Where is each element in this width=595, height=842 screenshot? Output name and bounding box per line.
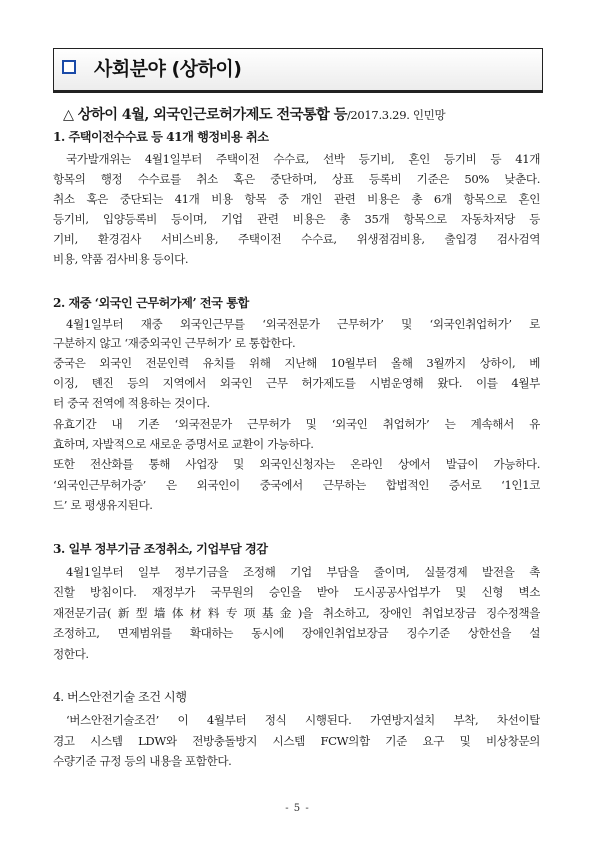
paragraph-line: 조정하고, 면제범위를 확대하는 동시에 장애인취업보장금 징수기준 상한선을 설 [53, 626, 540, 640]
paragraph-line: 중국은 외국인 전문인력 유치를 위해 지난해 10월부터 올해 3월까지 상하이, 베 [53, 356, 540, 370]
paragraph-line: 항목의 행정 수수료를 취소 혹은 중단하며, 상표 등록비 기준은 50% 낮춘다. [53, 172, 540, 186]
article-title-text: △ 상하이 4월, 외국인근로허가제도 전국통합 등 [63, 107, 347, 123]
section-heading-2: 2. 재중 ‘외국인 근무허가제’ 전국 통합 [53, 296, 249, 310]
section-header-title: 사회분야 (상하이) [94, 58, 242, 80]
paragraph-line: 경고 시스템 LDW와 전방충돌방지 시스템 FCW의함 기준 요구 및 비상창문의 [53, 734, 540, 748]
article-source: /2017.3.29. 인민망 [346, 108, 446, 122]
paragraph-line: 등기비, 입양등록비 등이며, 기업 관련 비용은 총 35개 항목으로 자동차저당 등 [53, 212, 540, 226]
paragraph-line: 또한 전산화를 통해 사업장 및 외국인신청자는 온라인 상에서 발급이 가능하다. [53, 457, 540, 471]
paragraph-line: 정한다. [53, 647, 89, 661]
section-heading-3: 3. 일부 정부기금 조정취소, 기업부담 경감 [53, 542, 268, 556]
paragraph-line: 취소 혹은 중단되는 41개 비용 항목 중 개인 관련 비용은 총 6개 항목으로 혼인 [53, 192, 540, 206]
paragraph-line: 4월1일부터 일부 정부기금을 조정해 기업 부담을 줄이며, 실물경제 발전을 촉 [66, 565, 540, 579]
section-heading-4: 4. 버스안전기술 조건 시행 [53, 690, 187, 704]
paragraph-line: 유효기간 내 기존 ‘외국전문가 근무허가 및 ‘외국인 취업허가’ 는 계속해서 유 [53, 417, 540, 431]
paragraph-line: ‘버스안전기술조건’ 이 4월부터 정식 시행된다. 가연방지설치 부착, 차선이탈 [66, 713, 540, 727]
paragraph-line: 터 중국 전역에 적용하는 것이다. [53, 396, 210, 410]
section-header-underline [53, 90, 543, 93]
checkbox-square-icon [62, 60, 76, 74]
paragraph-line: 수량기준 규정 등의 내용을 포함한다. [53, 754, 232, 768]
paragraph-line: 기비, 환경검사 서비스비용, 주택이전 수수료, 위생점검비용, 출입경 검사검역 [53, 232, 540, 246]
paragraph-line: 효하며, 자발적으로 새로운 증명서로 교환이 가능하다. [53, 437, 314, 451]
paragraph-line: 진할 방침이다. 재정부가 국무원의 승인을 받아 도시공공사업부가 및 신형 벽소 [53, 585, 540, 599]
paragraph-line: 구분하지 않고 ‘재중외국인 근무허가’ 로 통합한다. [53, 336, 296, 350]
page-number: - 5 - [285, 803, 310, 814]
paragraph-line: 이징, 톈진 등의 지역에서 외국인 근무 허가제도를 시범운영해 왔다. 이를 4월부 [53, 376, 540, 390]
paragraph-line: 드’ 로 평생유지된다. [53, 498, 153, 512]
paragraph-line: 재전문기금(新型墙体材料专项基金)을 취소하고, 장애인 취업보장금 징수정책을 [53, 606, 540, 620]
section-heading-1: 1. 주택이전수수료 등 41개 행정비용 취소 [53, 130, 269, 144]
article-title [63, 104, 445, 124]
paragraph-line: 국가발개위는 4월1일부터 주택이전 수수료, 선박 등기비, 혼인 등기비 등 41개 [66, 152, 540, 166]
paragraph-line: 4월1일부터 재중 외국인근무를 ‘외국전문가 근무허가’ 및 ‘외국인취업허가’ 로 [66, 317, 540, 331]
paragraph-line: ‘외국인근무허가증’ 은 외국인이 중국에서 근무하는 합법적인 증서로 ‘1인1코 [53, 478, 540, 492]
paragraph-line: 비용, 약품 검사비용 등이다. [53, 252, 189, 266]
